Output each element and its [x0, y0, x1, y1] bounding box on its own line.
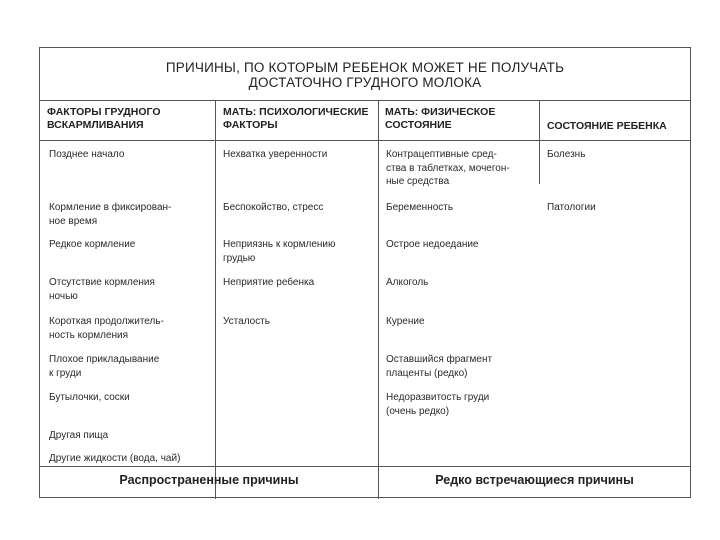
footer-divider — [40, 466, 690, 467]
list-item: Контрацептивные сред- ства в таблетках, мочегон- ные средства — [386, 149, 510, 187]
list-item: Плохое прикладывание к груди — [49, 354, 160, 379]
table-title — [40, 60, 690, 90]
header-baby-condition: СОСТОЯНИЕ РЕБЕНКА — [547, 120, 667, 132]
list-item: Беспокойство, стресс — [223, 202, 324, 213]
list-item: Недоразвитость груди (очень редко) — [386, 392, 490, 417]
list-item: Курение — [386, 316, 425, 327]
header-row-divider — [40, 140, 690, 141]
list-item: Другая пища — [49, 430, 109, 441]
causes-table — [39, 47, 691, 498]
header-mother-psychological: МАТЬ: ПСИХОЛОГИЧЕСКИЕ ФАКТОРЫ — [223, 106, 369, 131]
list-item: Усталость — [223, 316, 271, 327]
list-item: Редкое кормление — [49, 239, 136, 250]
list-item: Неприязнь к кормлению грудью — [223, 239, 336, 264]
list-item: Короткая продолжитель- ность кормления — [49, 316, 164, 341]
list-item: Алкоголь — [386, 277, 429, 288]
header-mother-physical: МАТЬ: ФИЗИЧЕСКОЕ СОСТОЯНИЕ — [385, 106, 496, 131]
title-line-2: ДОСТАТОЧНО ГРУДНОГО МОЛОКА — [248, 75, 482, 90]
list-item: Патологии — [547, 202, 596, 213]
column-divider-1 — [215, 100, 216, 499]
list-item: Кормление в фиксирован- ное время — [49, 202, 172, 227]
footer-rare-causes: Редко встречающиеся причины — [435, 473, 634, 487]
list-item: Оставшийся фрагмент плаценты (редко) — [386, 354, 493, 379]
list-item: Беременность — [386, 202, 454, 213]
list-item: Позднее начало — [49, 149, 125, 160]
header-breastfeeding-factors: ФАКТОРЫ ГРУДНОГО ВСКАРМЛИВАНИЯ — [47, 106, 161, 131]
header-divider — [40, 100, 690, 101]
list-item: Другие жидкости (вода, чай) — [49, 453, 181, 464]
list-item: Болезнь — [547, 149, 586, 160]
title-line-1: ПРИЧИНЫ, ПО КОТОРЫМ РЕБЕНОК МОЖЕТ НЕ ПОЛУЧАТЬ — [165, 60, 565, 75]
list-item: Неприятие ребенка — [223, 277, 315, 288]
column-divider-2 — [378, 100, 379, 499]
footer-common-causes: Распространенные причины — [119, 473, 299, 487]
list-item: Острое недоедание — [386, 239, 479, 250]
list-item: Отсутствие кормления ночью — [49, 277, 155, 302]
column-divider-3 — [539, 100, 540, 184]
list-item: Нехватка уверенности — [223, 149, 328, 160]
list-item: Бутылочки, соски — [49, 392, 130, 403]
